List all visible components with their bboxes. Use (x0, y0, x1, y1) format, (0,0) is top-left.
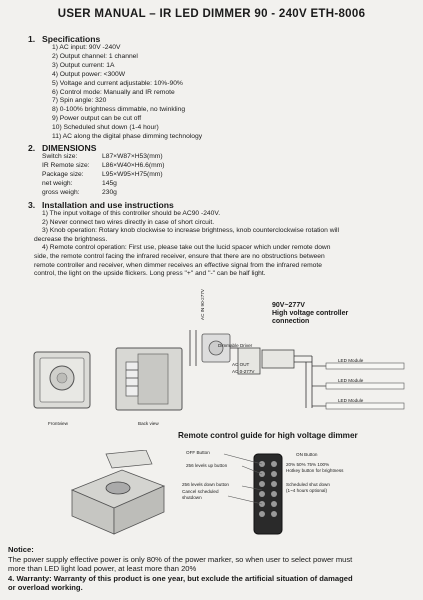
notice-line: The power supply effective power is only 80% of the power marker, so when user to select power must (8, 554, 353, 564)
spec-item: 8) 0-100% brightness dimmable, no twinkling (52, 106, 186, 114)
dimmer-exploded-view (62, 450, 172, 542)
spec-item: 4) Output power: <300W (52, 70, 126, 78)
notice-block (8, 545, 418, 593)
terminal-block (126, 362, 138, 396)
instruction-item: 2) Never connect two wires directly in case of short circuit. (42, 218, 215, 226)
dimension-value: 230g (102, 188, 117, 196)
notice-label: Notice: (8, 545, 34, 554)
spec-item: 7) Spin angle: 320 (52, 97, 107, 105)
spec-item: 10) Scheduled shut down (1-4 hour) (52, 124, 159, 132)
dimension-value: L87×W87×H53(mm) (102, 153, 163, 160)
front-view-caption: Frontview (48, 421, 68, 426)
led-module-label: LED Module (338, 358, 364, 363)
spec-item: 1) AC input: 90V -240V (52, 44, 121, 51)
warranty-text-2: or overload working. (8, 583, 83, 593)
dimension-key: Package size: (42, 170, 84, 178)
hv-connection-label-2: connection (272, 318, 310, 325)
spec-item: 9) Power output can be cut off (52, 115, 142, 123)
ac-in-label: AC IN 90-277V (200, 289, 205, 320)
section-number: 2. (28, 143, 36, 153)
dimension-row (42, 189, 164, 198)
section-title: Specifications (42, 34, 101, 44)
section-title: Installation and use instructions (42, 200, 174, 210)
voltage-label: 90V~277V (272, 302, 305, 309)
warranty-label: 4. Warranty: (8, 573, 52, 583)
dimension-value: L95×W95×H75(mm) (102, 170, 163, 178)
dimmable-driver-label: Dimmable Driver (218, 343, 253, 348)
dimension-value: L86×W40×H6.6(mm) (102, 161, 165, 169)
back-view-caption: Back view (138, 421, 159, 426)
spec-item: 5) Voltage and current adjustable: 10%-90% (52, 79, 183, 87)
ac-range-label: AC 0-277V (232, 369, 255, 374)
dimensions-table (42, 153, 164, 198)
scheduled-shutdown-label: Scheduled shut down (286, 482, 330, 487)
led-module-row (312, 363, 404, 369)
dimension-row (42, 180, 164, 189)
led-module-label: LED Module (338, 378, 364, 383)
dimension-row (42, 171, 164, 180)
dimension-key: Switch size: (42, 153, 78, 160)
hotkey-values-label: 20% 50% 75% 100% (286, 462, 330, 467)
section-dimensions-heading (28, 143, 96, 153)
section-specifications-heading (28, 34, 100, 44)
scheduled-shutdown-label-2: (1~4 hours optional) (286, 488, 327, 493)
led-module-row (312, 403, 404, 409)
levels-up-label: 256 levels up button (186, 463, 228, 468)
spec-item: 2) Output channel: 1 channel (52, 52, 138, 60)
section-installation-heading (28, 200, 174, 210)
dimension-row (42, 162, 164, 171)
dimmable-driver-box (262, 350, 294, 368)
instruction-item-continued: remote controller and receiver, when dimmer receives an effective signal from the infrared remote (34, 261, 322, 269)
spec-item: 3) Output current: 1A (52, 61, 115, 69)
ac-out-label: AC OUT (232, 362, 250, 367)
instruction-item: 4) Remote control operation: First use, please take out the lucid spacer which under remote down (42, 244, 331, 252)
dimension-key: net weigh: (42, 179, 73, 187)
on-button-label: ON Button (296, 452, 318, 457)
instruction-item-continued: control, the light on the upside flickers. Long press "+" and "-" can be half light. (34, 270, 266, 278)
off-button-label: OFF Button (186, 450, 210, 455)
cancel-shutdown-label-2: shutdown (182, 495, 202, 500)
instruction-item-continued: side, the remote control facing the infrared receiver, ensure that there are no obstructions between (34, 252, 325, 260)
page-title: USER MANUAL – IR LED DIMMER 90 - 240V ETH-8006 (57, 8, 366, 20)
cancel-shutdown-label: Cancel scheduled (182, 489, 219, 494)
section-number: 3. (28, 200, 36, 210)
instruction-item: 1) The input voltage of this controller should be AC90 -240V. (42, 210, 221, 217)
levels-down-label: 256 levels down button (182, 482, 229, 487)
instructions-list (34, 210, 414, 279)
remote-guide-title: Remote control guide for high voltage dimmer (178, 431, 358, 440)
instruction-item: 3) Knob operation: Rotary knob clockwise to increase brightness, knob counterclockwise rotation will (42, 227, 339, 235)
notice-line: more than LED light load power, at least more than 20% (8, 564, 197, 574)
section-number: 1. (28, 34, 36, 44)
section-title: DIMENSIONS (42, 143, 97, 153)
dimension-row (42, 153, 164, 162)
led-module-label: LED Module (338, 398, 364, 403)
dimension-key: gross weigh: (42, 188, 80, 196)
hotkey-label: Hotkey button for brightness (286, 468, 344, 473)
led-module-row (312, 383, 404, 389)
dimension-value: 145g (102, 179, 117, 187)
dimension-key: IR Remote size: (42, 161, 90, 169)
hv-connection-label: High voltage controller (272, 310, 349, 317)
instruction-item-continued: decrease the brightness. (34, 235, 108, 243)
remote-leader-lines (180, 448, 310, 512)
spec-item: 11) AC along the digital phase dimming technology (52, 133, 203, 141)
spec-list (52, 44, 202, 142)
warranty-text: Warranty of this product is one year, but exclude the artificial situation of damaged (51, 573, 353, 583)
spec-item: 6) Control mode: Manually and IR remote (52, 88, 175, 96)
